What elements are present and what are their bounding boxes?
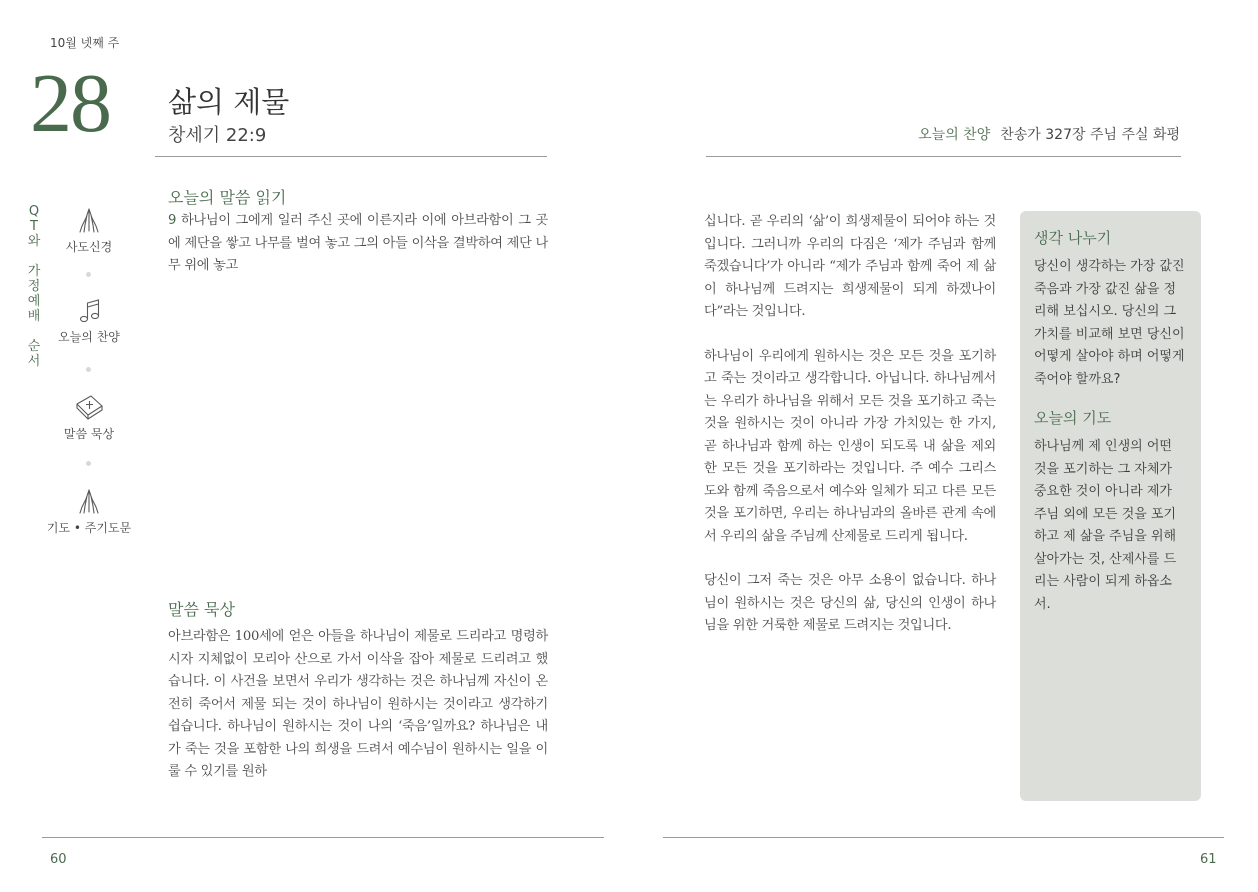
verse-text: 하나님이 그에게 일러 주신 곳에 이른지라 이에 아브라함이 그 곳에 제단을 쌓고 나무를 벌여 놓고 그의 아들 이삭을 결박하여 제단 나무 위에 놓고 — [168, 213, 548, 273]
day-number: 28 — [30, 57, 110, 150]
page-number-right: 61 — [1200, 852, 1217, 867]
meditation-continuation — [704, 211, 996, 660]
music-note-icon — [74, 297, 104, 325]
footer-rule-left — [42, 837, 604, 838]
discussion-box — [1020, 211, 1201, 801]
paragraph: 하나님이 우리에게 원하시는 것은 모든 것을 포기하고 죽는 것이라고 생각합니다. 아닙니다. 하나님께서는 우리가 하나님을 위해서 모든 것을 포기하고 죽는 것을 원하시는 것이 아니라 가장 가치있는 한 가지, 곧 하나님과 함께 하는 인생이 되도록 내 삶을 제외한 모든 것을 포기하라는 것입니다. 주 예수 그리스도와 함께 죽음으로서 예수와 일체가 되고 다른 모든 것을 포기하면, 우리는 하나님과의 올바른 관계 속에서 우리의 삶을 주님께 산제물로 드리게 됩니다. — [704, 348, 996, 544]
week-label: 10월 넷째 주 — [50, 36, 120, 50]
reading-heading: 오늘의 말씀 읽기 — [168, 188, 287, 207]
hymn-line — [918, 124, 1180, 144]
step-word-meditation — [44, 392, 134, 442]
step-divider-dot — [86, 272, 91, 277]
reading-text — [168, 210, 548, 278]
page-number-left: 60 — [50, 852, 67, 867]
page-title: 삶의 제물 — [168, 85, 290, 119]
meditation-text: 아브라함은 100세에 얻은 아들을 하나님이 제물로 드리라고 명령하시자 지체없이 모리아 산으로 가서 이삭을 잡아 제물로 드리려고 했습니다. 이 사건을 보면서 우리가 생각하는 것은 하나님께 자신이 온전히 죽어서 제물 되는 것이 하나님이 원하시는 것이라고 생각하기 쉽습니다. 하나님이 원하시는 것이 나의 ‘죽음’일까요? 하나님은 내가 죽는 것을 포함한 나의 희생을 드려서 예수님이 원하시는 일을 이룰 수 있기를 원하 — [168, 629, 548, 779]
meditation-heading: 말씀 묵상 — [168, 600, 235, 619]
footer-rule-right — [663, 837, 1224, 838]
header-rule-left — [155, 156, 547, 157]
step-divider-dot — [86, 461, 91, 466]
paragraph: 십니다. 곧 우리의 ‘삶’이 희생제물이 되어야 하는 것입니다. 그러니까 우리의 다짐은 ‘제가 주님과 함께 죽겠습니다’가 아니라 “제가 주님과 함께 죽어 제 삶이 하나님께 드려지는 희생제물이 되게 하겠나이다”라는 것입니다. — [704, 214, 996, 319]
step-todays-hymn — [44, 297, 134, 345]
prayer-text: 하나님께 제 인생의 어떤 것을 포기하는 그 자체가 중요한 것이 아니라 제가 주님 외에 모든 것을 포기하고 제 삶을 주님을 위해 살아가는 것, 산제사를 드리는 사람이 되게 하옵소서. — [1034, 439, 1177, 612]
praying-hands-icon — [74, 486, 104, 516]
praying-hands-icon — [74, 205, 104, 235]
hymn-value: 찬송가 327장 주님 주실 화평 — [1000, 127, 1180, 143]
step-label: 말씀 묵상 — [63, 427, 115, 441]
step-label: 사도신경 — [65, 240, 113, 254]
header-rule-right — [706, 156, 1181, 157]
step-label: 기도 • 주기도문 — [46, 521, 132, 535]
share-text: 당신이 생각하는 가장 값진 죽음과 가장 값진 삶을 정리해 보십시오. 당신의 그 가치를 비교해 보면 당신이 어떻게 살아야 하며 어떻게 죽어야 할까요? — [1034, 259, 1185, 387]
verse-number: 9 — [168, 213, 177, 228]
prayer-heading: 오늘의 기도 — [1034, 409, 1112, 427]
step-apostles-creed — [44, 205, 134, 255]
step-prayer — [44, 486, 134, 536]
scripture-reference: 창세기 22:9 — [168, 125, 267, 146]
step-label: 오늘의 찬양 — [58, 330, 120, 344]
qt-order-vertical-label: Q T 와 가 정 예 배 순 서 — [27, 204, 41, 369]
share-heading: 생각 나누기 — [1034, 229, 1112, 247]
hymn-label: 오늘의 찬양 — [918, 127, 991, 143]
bible-icon — [73, 392, 105, 422]
paragraph: 당신이 그저 죽는 것은 아무 소용이 없습니다. 하나님이 원하시는 것은 당신의 삶, 당신의 인생이 하나님을 위한 거룩한 제물로 드려지는 것입니다. — [704, 573, 996, 633]
step-divider-dot — [86, 367, 91, 372]
